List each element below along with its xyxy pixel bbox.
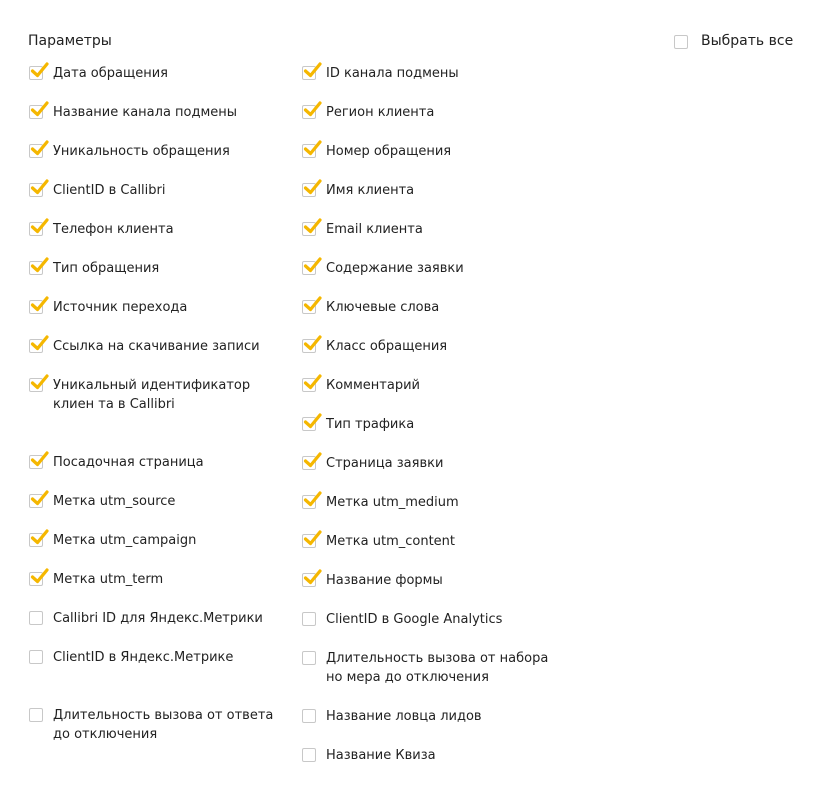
checkbox-option-label: Название ловца лидов [326, 709, 482, 724]
checkbox-option-email-клиента[interactable] [302, 220, 564, 239]
checkmark-icon [303, 451, 322, 468]
checkbox-option-label: Ссылка на скачивание записи [53, 339, 260, 354]
checkbox-option-посадочная-страница[interactable] [29, 453, 284, 472]
checkbox-option-комментарий[interactable] [302, 376, 564, 395]
checkbox-checked[interactable] [29, 300, 43, 314]
parameters-left-column [29, 64, 284, 764]
checkbox-unchecked[interactable] [29, 708, 43, 722]
checkmark-icon [303, 568, 322, 585]
checkmark-icon [303, 61, 322, 78]
checkbox-checked[interactable] [29, 533, 43, 547]
checkbox-unchecked[interactable] [29, 650, 43, 664]
checkbox-option-clientid-в-google-analytics[interactable] [302, 610, 564, 629]
checkbox-option-label: Ключевые слова [326, 300, 440, 315]
checkbox-checked[interactable] [29, 339, 43, 353]
checkbox-option-ссылка-на-скачивание-записи[interactable] [29, 337, 284, 356]
checkbox-option-label: ClientID в Callibri [53, 183, 166, 198]
checkbox-checked[interactable] [302, 300, 316, 314]
checkbox-checked[interactable] [29, 261, 43, 275]
checkbox-checked[interactable] [302, 534, 316, 548]
checkbox-checked[interactable] [302, 495, 316, 509]
checkbox-option-название-квиза[interactable] [302, 746, 564, 765]
checkmark-icon [30, 217, 49, 234]
checkbox-option-уникальный-идентификатор-клиен-та-в-callibri[interactable] [29, 376, 284, 414]
checkbox-unchecked[interactable] [302, 709, 316, 723]
checkbox-option-label: Телефон клиента [53, 222, 174, 237]
checkbox-checked[interactable] [29, 378, 43, 392]
checkmark-icon [30, 256, 49, 273]
checkbox-option-label: Тип обращения [53, 261, 160, 276]
checkbox-option-регион-клиента[interactable] [302, 103, 564, 122]
checkbox-unchecked[interactable] [302, 612, 316, 626]
checkmark-icon [30, 295, 49, 312]
checkbox-option-ключевые-слова[interactable] [302, 298, 564, 317]
checkbox-checked[interactable] [29, 572, 43, 586]
checkbox-option-метка-utm-campaign[interactable] [29, 531, 284, 550]
checkmark-icon [303, 217, 322, 234]
checkbox-option-label: Метка utm_content [326, 534, 456, 549]
checkbox-checked[interactable] [302, 261, 316, 275]
checkmark-icon [303, 100, 322, 117]
checkbox-option-название-канала-подмены[interactable] [29, 103, 284, 122]
checkbox-checked[interactable] [302, 183, 316, 197]
checkbox-option-label: Длительность вызова от набора но мера до отключения [326, 651, 549, 685]
checkbox-option-label: Название канала подмены [53, 105, 238, 120]
checkbox-option-класс-обращения[interactable] [302, 337, 564, 356]
checkbox-option-label: Уникальный идентификатор клиен та в Callibri [53, 378, 251, 412]
checkbox-checked[interactable] [29, 494, 43, 508]
checkbox-option-label: Метка utm_campaign [53, 533, 197, 548]
checkbox-option-содержание-заявки[interactable] [302, 259, 564, 278]
checkbox-option-название-формы[interactable] [302, 571, 564, 590]
checkmark-icon [303, 529, 322, 546]
checkbox-checked[interactable] [29, 66, 43, 80]
checkbox-option-label: Класс обращения [326, 339, 448, 354]
checkmark-icon [303, 295, 322, 312]
checkmark-icon [303, 334, 322, 351]
checkbox-option-уникальность-обращения[interactable] [29, 142, 284, 161]
checkbox-checked[interactable] [302, 105, 316, 119]
checkbox-checked[interactable] [29, 144, 43, 158]
checkbox-option-label: Регион клиента [326, 105, 435, 120]
checkbox-unchecked[interactable] [29, 611, 43, 625]
checkbox-checked[interactable] [29, 455, 43, 469]
checkbox-checked[interactable] [302, 66, 316, 80]
checkbox-checked[interactable] [29, 222, 43, 236]
checkbox-checked[interactable] [302, 222, 316, 236]
checkbox-option-label: ID канала подмены [326, 66, 459, 81]
checkbox-option-источник-перехода[interactable] [29, 298, 284, 317]
checkmark-icon [30, 450, 49, 467]
section-title: Параметры [28, 33, 112, 49]
checkbox-option-label: Страница заявки [326, 456, 444, 471]
checkbox-option-label: Имя клиента [326, 183, 415, 198]
select-all-box[interactable] [674, 35, 688, 49]
checkbox-option-страница-заявки[interactable] [302, 454, 564, 473]
checkmark-icon [30, 334, 49, 351]
checkbox-option-label: Название Квиза [326, 748, 436, 763]
checkbox-option-label: Комментарий [326, 378, 420, 393]
checkbox-option-номер-обращения[interactable] [302, 142, 564, 161]
checkbox-checked[interactable] [29, 183, 43, 197]
checkbox-option-label: Номер обращения [326, 144, 452, 159]
checkmark-icon [303, 139, 322, 156]
checkbox-option-label: Длительность вызова от ответа до отключения [53, 708, 274, 742]
checkbox-option-дата-обращения[interactable] [29, 64, 284, 83]
checkbox-option-длительность-вызова-от-ответа-до-отключения[interactable] [29, 706, 284, 744]
checkbox-checked[interactable] [302, 573, 316, 587]
checkbox-option-label: Дата обращения [53, 66, 168, 81]
checkbox-option-метка-utm-source[interactable] [29, 492, 284, 511]
checkmark-icon [30, 489, 49, 506]
checkmark-icon [30, 373, 49, 390]
checkbox-checked[interactable] [302, 378, 316, 392]
checkbox-option-label: ClientID в Яндекс.Метрике [53, 650, 234, 665]
checkbox-checked[interactable] [302, 417, 316, 431]
checkbox-option-label: Метка utm_medium [326, 495, 459, 510]
checkbox-option-clientid-в-яндекс-метрике[interactable] [29, 648, 284, 667]
checkbox-option-метка-utm-term[interactable] [29, 570, 284, 589]
checkmark-icon [303, 256, 322, 273]
checkmark-icon [30, 567, 49, 584]
checkbox-option-телефон-клиента[interactable] [29, 220, 284, 239]
checkmark-icon [30, 178, 49, 195]
checkbox-option-id-канала-подмены[interactable] [302, 64, 564, 83]
checkbox-option-название-ловца-лидов[interactable] [302, 707, 564, 726]
checkbox-option-label: Тип трафика [326, 417, 415, 432]
checkbox-option-label: Название формы [326, 573, 443, 588]
checkbox-option-callibri-id-для-яндекс-метрики[interactable] [29, 609, 284, 628]
checkmark-icon [303, 178, 322, 195]
select-all-label: Выбрать все [701, 33, 794, 49]
checkbox-option-метка-utm-content[interactable] [302, 532, 564, 551]
checkmark-icon [303, 490, 322, 507]
parameters-right-column [302, 64, 564, 785]
checkbox-option-метка-utm-medium[interactable] [302, 493, 564, 512]
checkbox-option-label: ClientID в Google Analytics [326, 612, 503, 627]
checkbox-option-label: Источник перехода [53, 300, 188, 315]
checkbox-option-label: Уникальность обращения [53, 144, 230, 159]
checkmark-icon [303, 373, 322, 390]
checkbox-unchecked[interactable] [302, 651, 316, 665]
checkmark-icon [303, 412, 322, 429]
checkbox-checked[interactable] [302, 456, 316, 470]
checkbox-option-label: Посадочная страница [53, 455, 204, 470]
checkbox-option-тип-обращения[interactable] [29, 259, 284, 278]
checkbox-unchecked[interactable] [302, 748, 316, 762]
checkmark-icon [30, 100, 49, 117]
checkmark-icon [30, 139, 49, 156]
checkbox-option-label: Callibri ID для Яндекс.Метрики [53, 611, 263, 626]
checkbox-checked[interactable] [29, 105, 43, 119]
checkmark-icon [30, 61, 49, 78]
checkbox-option-тип-трафика[interactable] [302, 415, 564, 434]
select-all-checkbox[interactable] [674, 32, 793, 50]
checkmark-icon [30, 528, 49, 545]
checkbox-option-label: Содержание заявки [326, 261, 464, 276]
checkbox-option-имя-клиента[interactable] [302, 181, 564, 200]
checkbox-option-длительность-вызова-от-набора-но-мера-до-отключения[interactable] [302, 649, 564, 687]
checkbox-option-clientid-в-callibri[interactable] [29, 181, 284, 200]
checkbox-option-label: Email клиента [326, 222, 423, 237]
checkbox-option-label: Метка utm_term [53, 572, 164, 587]
checkbox-checked[interactable] [302, 144, 316, 158]
checkbox-option-label: Метка utm_source [53, 494, 176, 509]
checkbox-checked[interactable] [302, 339, 316, 353]
